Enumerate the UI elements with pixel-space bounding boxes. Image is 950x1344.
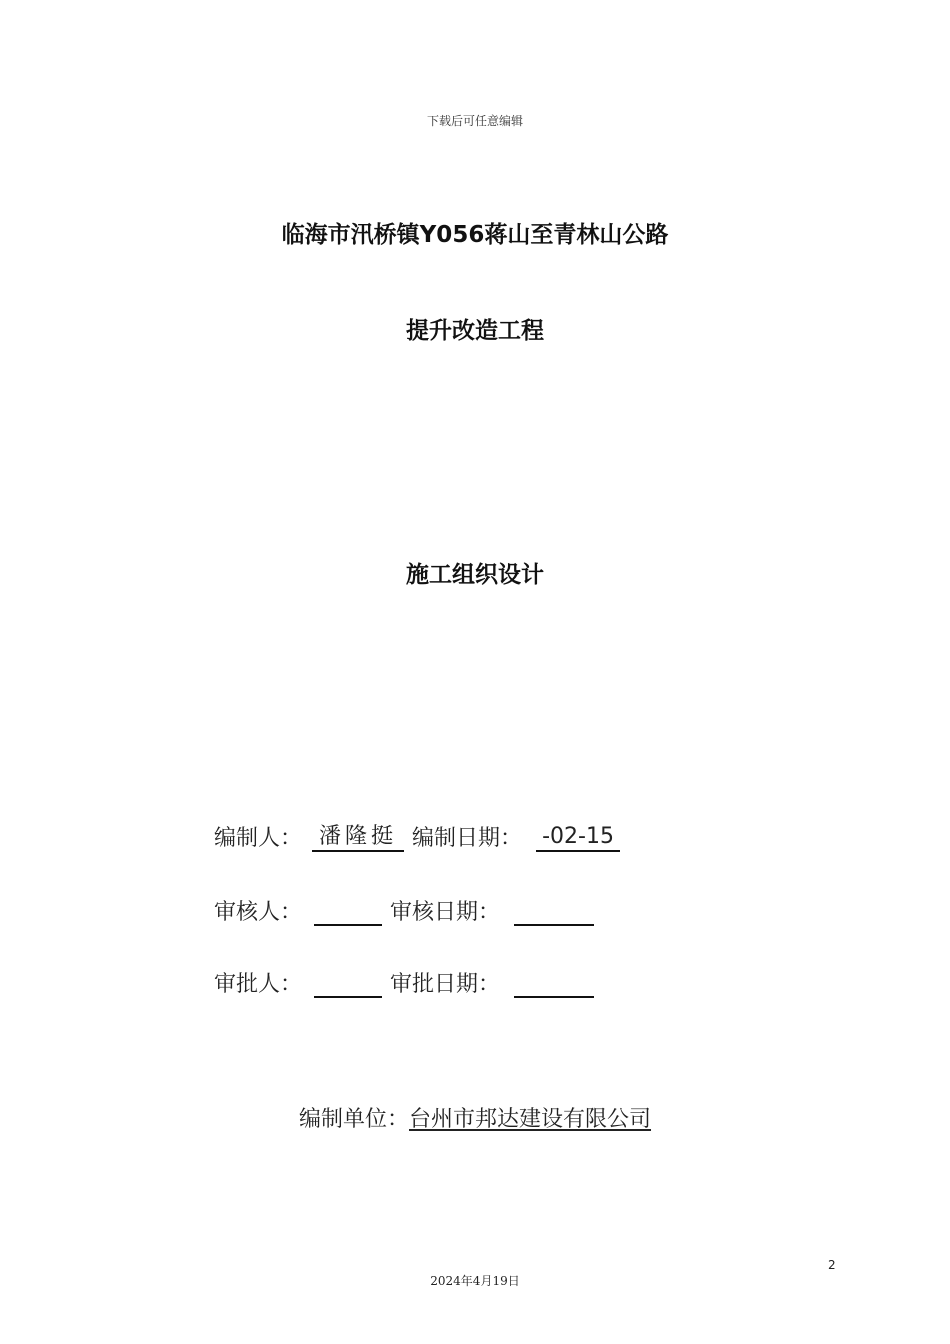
approve-date-blank-field <box>514 970 594 998</box>
header-note: 下载后可任意编辑 <box>426 114 523 128</box>
approver-row <box>214 968 594 998</box>
approve-date-label: 审批日期： <box>390 972 501 997</box>
approver-blank-field <box>314 970 382 998</box>
organization-label: 编制单位： <box>298 1107 409 1132</box>
review-date-label: 审核日期： <box>390 900 501 925</box>
compiler-row <box>214 822 620 852</box>
reviewer-row <box>214 896 594 926</box>
compile-date-field: -02-15 <box>536 824 620 852</box>
compiler-name-field: 潘隆挺 <box>312 824 404 852</box>
document-type-title: 施工组织设计 <box>406 562 544 588</box>
cover-title-line-1: 临海市汛桥镇Y056蒋山至青林山公路 <box>281 222 669 248</box>
compiler-label: 编制人： <box>214 826 303 851</box>
page-number: 2 <box>828 1258 836 1272</box>
approver-label: 审批人： <box>214 972 303 997</box>
organization-name: 台州市邦达建设有限公司 <box>409 1107 652 1132</box>
reviewer-label: 审核人： <box>214 900 303 925</box>
cover-title-line-2: 提升改造工程 <box>406 318 544 344</box>
compile-date-label: 编制日期： <box>412 826 523 851</box>
footer-date: 2024年4月19日 <box>430 1274 520 1288</box>
organization-row <box>0 1102 950 1133</box>
review-date-blank-field <box>514 898 594 926</box>
reviewer-blank-field <box>314 898 382 926</box>
